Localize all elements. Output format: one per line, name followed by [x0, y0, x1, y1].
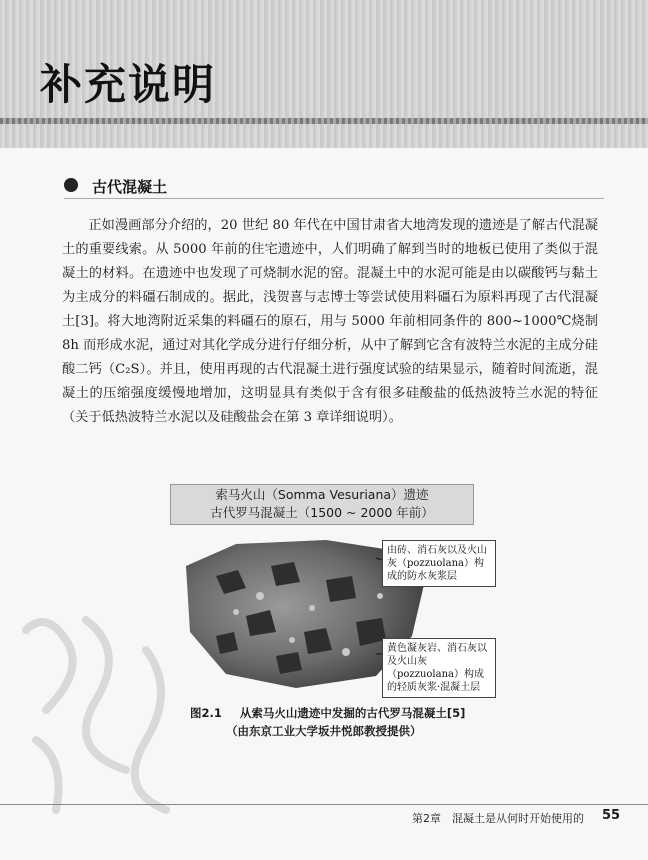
figure-caption-source: （由东京工业大学坂井悦郎教授提供）	[226, 724, 422, 738]
figure-title-line1: 索马火山（Somma Vesuriana）遗迹	[215, 487, 429, 502]
footer-rule	[0, 804, 648, 805]
figure-caption	[190, 704, 490, 740]
figure-title-box	[170, 484, 474, 525]
header-rule	[0, 118, 648, 124]
body-text	[62, 214, 598, 430]
annotation-mortar-layer: 由砖、消石灰以及火山灰（pozzuolana）构成的防水灰浆层	[382, 540, 496, 587]
figure-caption-label: 图2.1	[190, 706, 222, 720]
footer-chapter-title: 第2章 混凝土是从何时开始使用的	[412, 812, 584, 825]
figure-caption-text: 从索马火山遗迹中发掘的古代罗马混凝土[5]	[239, 706, 466, 720]
watermark-stamp	[6, 590, 196, 830]
body-paragraph: 正如漫画部分介绍的，20 世纪 80 年代在中国甘肃省大地湾发现的遗迹是了解古代混凝土的重要线索。从 5000 年前的住宅遗迹中，人们明确了解到当时的地板已使用了类似于混凝土的材料。在遗迹中也发现了可烧制水泥的窑。混凝土中的水泥可能是由以碳酸钙与黏土为主成分的料礓石制成的。据此，浅贺喜与志博士等尝试使用料礓石为原料再现了古代混凝土[3]。将大地湾附近采集的料礓石的原石，用与 5000 年前相同条件的 800~1000℃烧制 8h 而形成水泥，通过对其化学成分进行仔细分析，从中了解到它含有波特兰水泥的主成分硅酸二钙（C₂S）。并且，使用再现的古代混凝土进行强度试验的结果显示，随着时间流逝，混凝土的压缩强度缓慢地增加，这明显具有类似于含有很多硅酸盐的低热波特兰水泥的特征（关于低热波特兰水泥以及硅酸盐会在第 3 章详细说明）。	[62, 218, 598, 425]
figure-title-line2: 古代罗马混凝土（1500 ~ 2000 年前）	[210, 505, 434, 520]
section-heading: 古代混凝土	[92, 178, 168, 196]
section-bullet-icon	[64, 178, 78, 192]
annotation-concrete-layer: 黄色凝灰岩、消石灰以及火山灰（pozzuolana）构成的轻质灰浆·混凝土层	[382, 638, 496, 698]
page-number: 55	[602, 808, 621, 823]
page-title: 补充说明	[40, 60, 217, 109]
section-divider	[64, 198, 604, 199]
